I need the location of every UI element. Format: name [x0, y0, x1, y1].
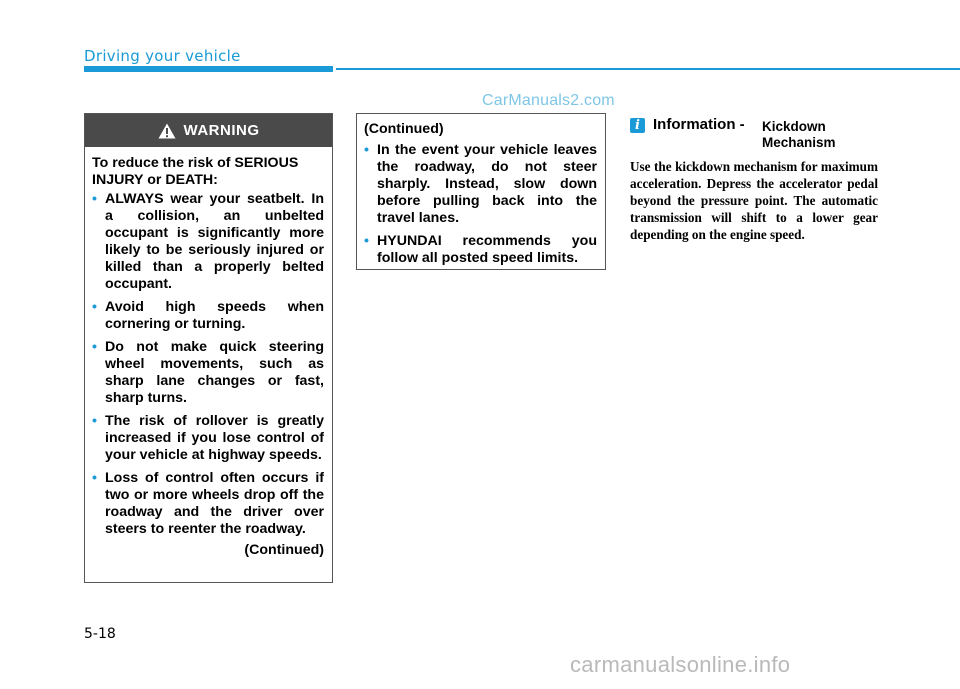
continued-bullet-text: HYUNDAI recommends you follow all posted speed limits.: [377, 233, 597, 266]
warning-triangle-icon: [158, 123, 176, 139]
information-subject: Kickdown Mechanism: [762, 119, 836, 150]
information-text: Use the kickdown mechanism for maximum acceleration. Depress the accelerator pedal beyond the pressure point. The automatic transmission will shift to a lower gear depending on the engine speed.: [630, 159, 878, 242]
bullet-dot-icon: •: [92, 299, 97, 315]
bullet-dot-icon: •: [92, 339, 97, 355]
warning-bullet-text: Do not make quick steering wheel movements, such as sharp lane changes or fast, sharp turns.: [105, 339, 324, 406]
bullet-dot-icon: •: [92, 191, 97, 207]
header-bar-thin: [336, 68, 960, 70]
continued-bullet: [364, 233, 597, 267]
continued-bullet: [364, 142, 597, 227]
warning-bullet-list: [92, 191, 324, 538]
information-icon: i: [630, 118, 645, 133]
warning-title: WARNING: [183, 122, 260, 139]
warning-header: [85, 114, 332, 147]
information-label: Information -: [653, 116, 745, 133]
continued-body: [357, 114, 605, 267]
warning-bullet: [92, 339, 324, 407]
warning-bullet-text: The risk of rollover is greatly increased if you lose control of your vehicle at highway speeds.: [105, 413, 324, 463]
warning-bullet: [92, 191, 324, 293]
bullet-dot-icon: •: [364, 233, 369, 249]
section-title: Driving your vehicle: [84, 47, 241, 65]
warning-bullet-text: Avoid high speeds when cornering or turning.: [105, 299, 324, 332]
bullet-dot-icon: •: [92, 470, 97, 486]
warning-bullet-text: ALWAYS wear your seatbelt. In a collision, an unbelted occupant is significantly more likely to be seriously injured or killed than a properly belted occupant.: [105, 191, 324, 292]
warning-bullet-text: Loss of control often occurs if two or more wheels drop off the roadway and the driver over steers to reenter the roadway.: [105, 470, 324, 537]
warning-bullet: [92, 299, 324, 333]
continued-bullet-list: [364, 142, 597, 267]
page-number: 5-18: [84, 626, 116, 642]
continued-box: [356, 113, 606, 270]
warning-intro: To reduce the risk of SERIOUS INJURY or DEATH:: [92, 155, 299, 188]
watermark-bottom[interactable]: carmanualsonline.info: [570, 652, 791, 677]
continued-heading: (Continued): [364, 121, 444, 137]
bullet-dot-icon: •: [364, 142, 369, 158]
watermark-top[interactable]: CarManuals2.com: [482, 92, 615, 109]
warning-bullet: [92, 470, 324, 538]
header-bar-thick: [84, 66, 333, 72]
warning-bullet: [92, 413, 324, 464]
continued-bullet-text: In the event your vehicle leaves the roadway, do not steer sharply. Instead, slow down before pulling back into the travel lanes.: [377, 142, 597, 226]
bullet-dot-icon: •: [92, 413, 97, 429]
warning-body: [85, 147, 332, 559]
warning-box: [84, 113, 333, 583]
warning-continued: (Continued): [244, 542, 324, 558]
